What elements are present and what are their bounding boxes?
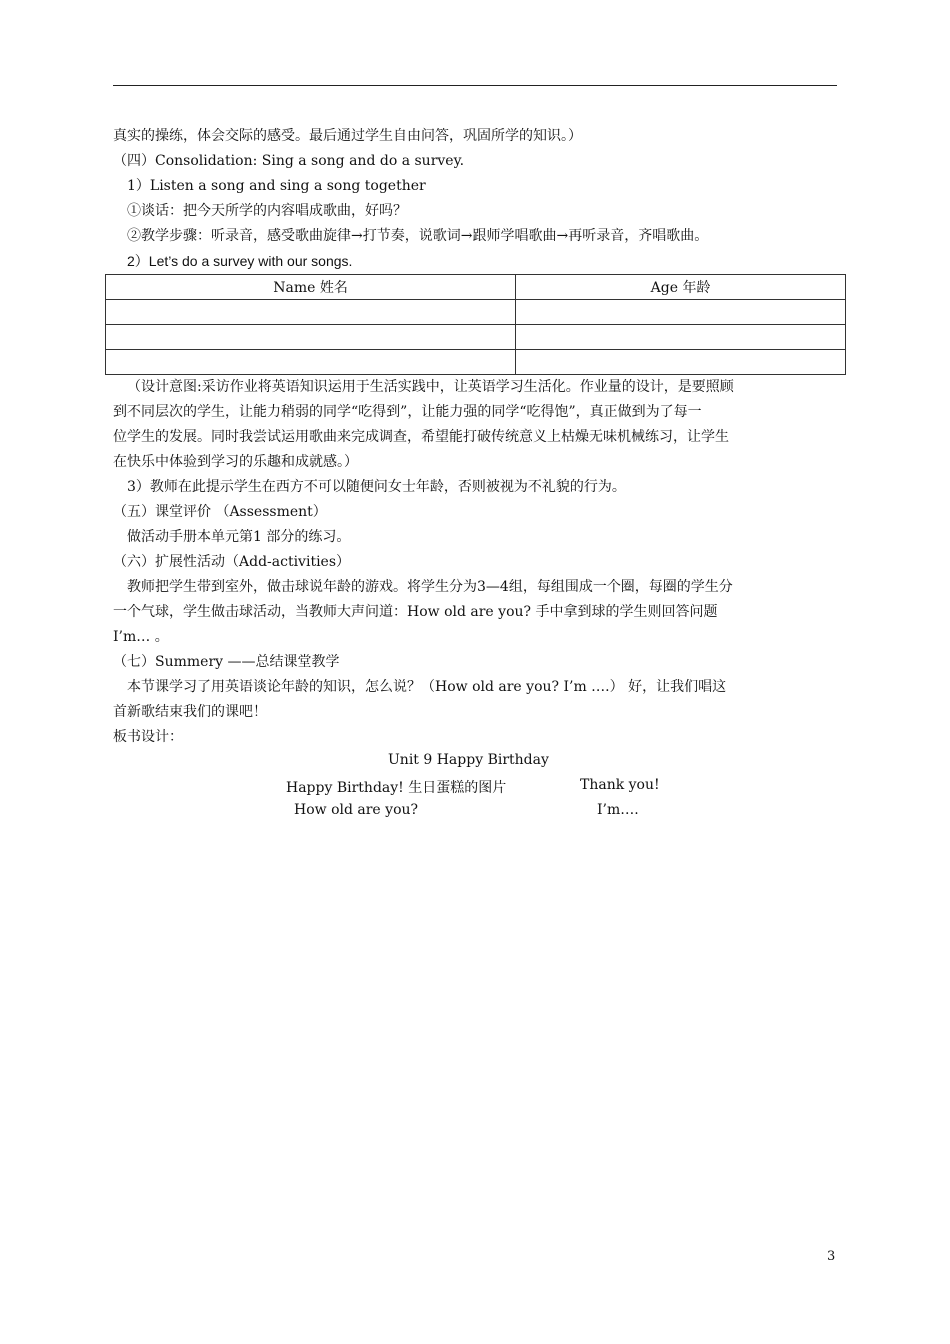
list-item-steps: ②教学步骤：听录音，感受歌曲旋律→打节奏，说歌词→跟师学唱歌曲→再听录音，齐唱歌曲。 [127, 228, 709, 244]
column-header-age: Age 年龄 [516, 275, 846, 300]
list-item-talk: ①谈话：把今天所学的内容唱成歌曲，好吗？ [127, 203, 407, 219]
table-row [106, 300, 846, 325]
paragraph-line: 在快乐中体验到学习的乐趣和成就感。） [113, 454, 358, 470]
paragraph-line: 一个气球，学生做击球活动，当教师大声问道：How old are you? 手中拿到球的学生则回答问题 [113, 604, 718, 620]
paragraph-line: 到不同层次的学生，让能力稍弱的同学“吃得到”，让能力强的同学“吃得饱”，真正做到为了每一 [113, 404, 702, 420]
section-heading-activities: （六）扩展性活动（Add-activities） [113, 554, 351, 570]
document-body-top [113, 124, 841, 274]
table-cell [516, 325, 846, 350]
paragraph-line: 本节课学习了用英语谈论年龄的知识，怎么说？（How old are you? I’m ….） 好，让我们唱这 [127, 679, 727, 695]
table-row [106, 325, 846, 350]
board-title: Unit 9 Happy Birthday [388, 752, 549, 768]
section-heading-consolidation: （四）Consolidation: Sing a song and do a survey. [113, 153, 465, 169]
column-header-name: Name 姓名 [106, 275, 516, 300]
board-left-2: How old are you? [294, 802, 419, 818]
table-cell [106, 300, 516, 325]
document-body-bottom [113, 375, 841, 750]
survey-table [105, 274, 846, 375]
table-header-row [106, 275, 846, 300]
paragraph-line: （设计意图:采访作业将英语知识运用于生活实践中，让英语学习生活化。作业量的设计，是要照顾 [127, 379, 734, 395]
paragraph-line: 真实的操练，体会交际的感受。最后通过学生自由问答，巩固所学的知识。） [113, 128, 582, 144]
table-row [106, 350, 846, 375]
list-item-listen: 1）Listen a song and sing a song together [127, 178, 426, 194]
board-design-label: 板书设计： [113, 729, 183, 745]
paragraph-line: 位学生的发展。同时我尝试运用歌曲来完成调查，希望能打破传统意义上枯燥无味机械练习，让学生 [113, 429, 729, 445]
page-number: 3 [827, 1249, 836, 1264]
paragraph-line: 首新歌结束我们的课吧！ [113, 704, 267, 720]
paragraph-line: 做活动手册本单元第1 部分的练习。 [127, 529, 351, 545]
section-heading-assessment: （五）课堂评价 （Assessment） [113, 504, 327, 520]
board-right-2: I’m…. [597, 802, 639, 818]
table-cell [106, 350, 516, 375]
board-right-1: Thank you! [580, 777, 660, 793]
table-cell [516, 300, 846, 325]
paragraph-line: 3）教师在此提示学生在西方不可以随便问女士年龄，否则被视为不礼貌的行为。 [127, 479, 626, 495]
table-cell [106, 325, 516, 350]
header-rule [113, 85, 837, 86]
board-left-1: Happy Birthday! 生日蛋糕的图片 [286, 780, 507, 796]
paragraph-line: I’m… 。 [113, 629, 169, 645]
section-heading-summery: （七）Summery ——总结课堂教学 [113, 654, 340, 670]
table-cell [516, 350, 846, 375]
list-item-survey: 2）Let’s do a survey with our songs. [127, 253, 353, 269]
paragraph-line: 教师把学生带到室外，做击球说年龄的游戏。将学生分为3—4组，每组围成一个圈，每圈的学生分 [127, 579, 733, 595]
